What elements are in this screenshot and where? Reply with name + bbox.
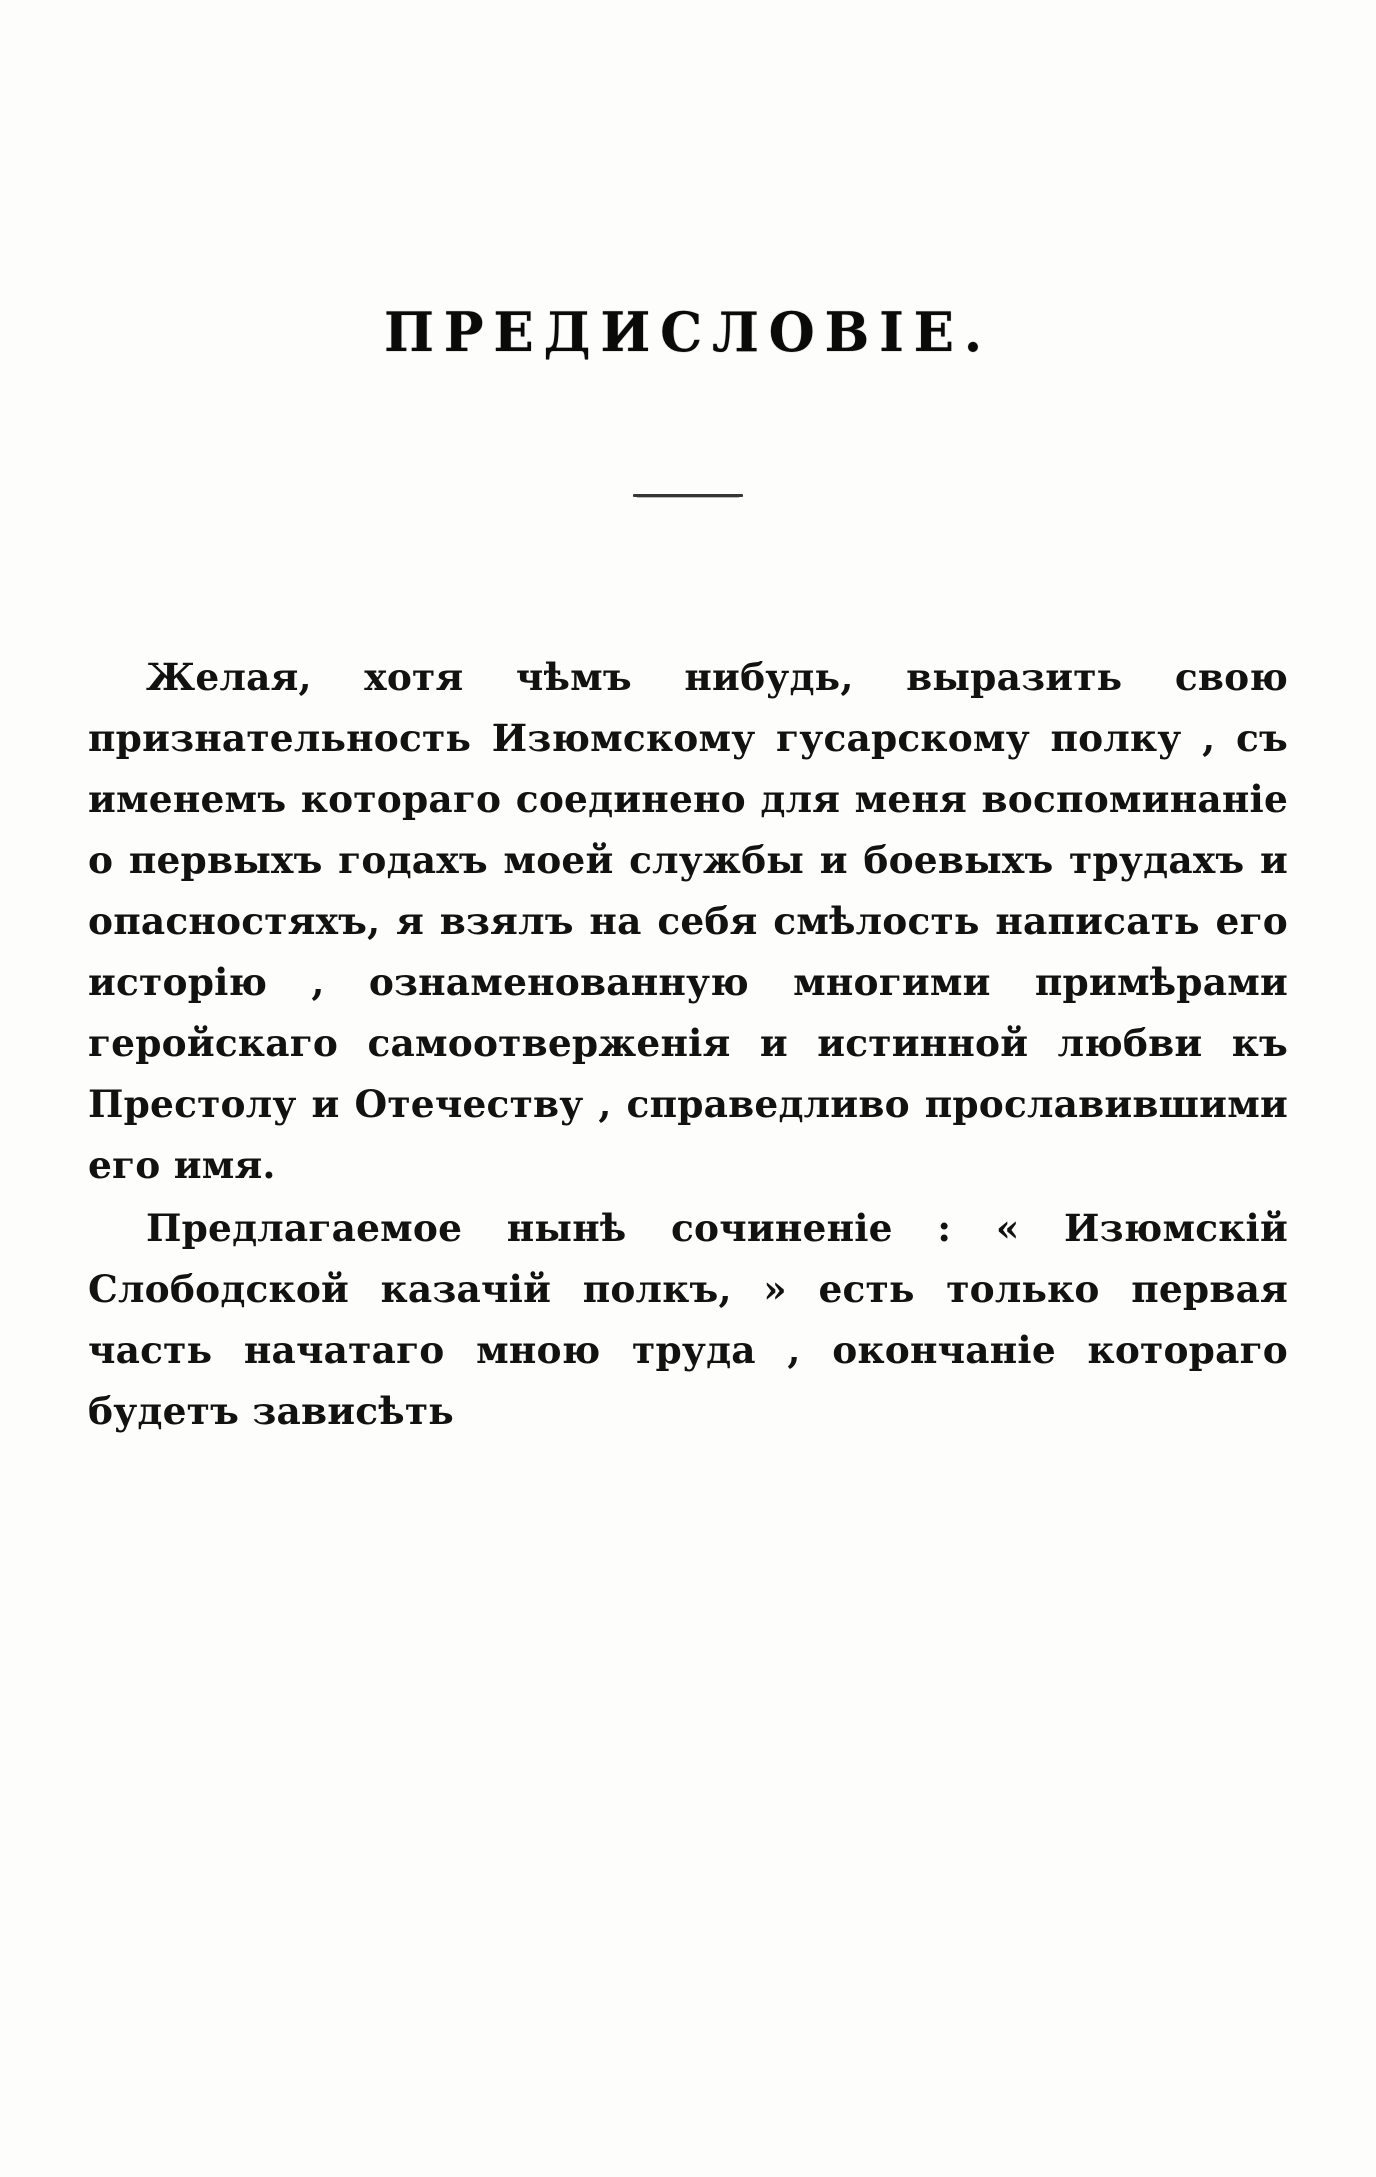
horizontal-rule-icon <box>633 494 743 497</box>
body-text <box>88 647 1288 1442</box>
divider <box>0 494 1376 497</box>
paragraph-1: Желая, хотя чѣмъ нибудь, выразить свою признательность Изюмскому гусарскому полку , съ именемъ котораго соединено для меня воспоминаніе о первыхъ годахъ моей службы и боевыхъ трудахъ и опасностяхъ, я взялъ на себя смѣлость написать его исторію , ознаменованную многими примѣрами геройскаго самоотверженія и истинной любви къ Престолу и Отечеству , справедливо прославившими его имя. <box>88 655 1288 1187</box>
paragraph-2: Предлагаемое нынѣ сочиненіе : « Изюмскій Слободской казачій полкъ, » есть только первая часть начатаго мною труда , окончаніе котораго будетъ зависѣть <box>88 1206 1288 1433</box>
page-title: ПРЕДИСЛОВІЕ. <box>383 300 993 364</box>
